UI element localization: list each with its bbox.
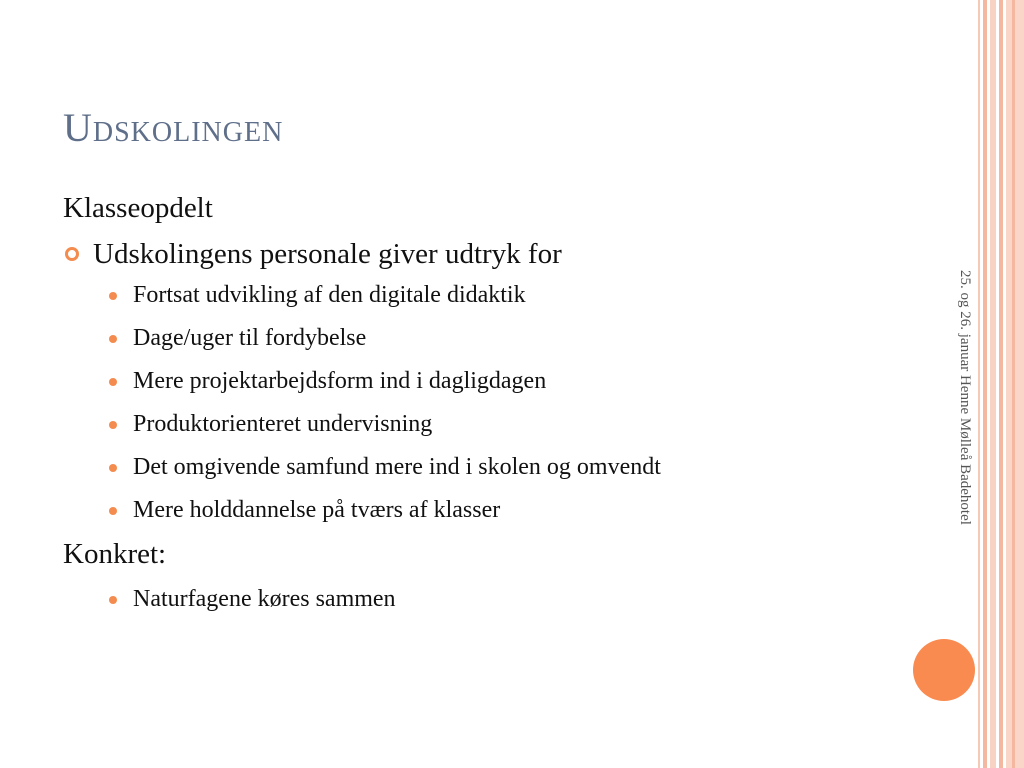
list-item-text: Det omgivende samfund mere ind i skolen og omvendt [133, 454, 661, 480]
decorative-stripe [999, 0, 1003, 768]
list-item-text: Mere projektarbejdsform ind i dagligdagen [133, 368, 547, 394]
bullet-dot-icon [109, 335, 117, 343]
bullet-personale [63, 236, 763, 272]
heading-klasseopdelt: Klasseopdelt [63, 192, 213, 224]
list-item-text: Naturfagene køres sammen [133, 586, 396, 612]
list-item-text: Produktorienteret undervisning [133, 411, 433, 437]
list-item [109, 582, 763, 617]
bullet-dot-icon [109, 421, 117, 429]
decorative-circle [913, 639, 975, 701]
list-item [109, 364, 763, 399]
decorative-stripe [1006, 0, 1024, 768]
slide-content [63, 190, 763, 625]
bullet-dot-icon [109, 378, 117, 386]
heading-konkret: Konkret: [63, 538, 167, 570]
bullet-dot-icon [109, 596, 117, 604]
list-item-text: Dage/uger til fordybelse [133, 325, 367, 351]
decorative-stripe [983, 0, 987, 768]
decorative-stripe [1012, 0, 1015, 768]
list-item [109, 493, 763, 528]
slide-title: Udskolingen [63, 105, 284, 150]
bullet-dot-icon [109, 292, 117, 300]
bullet-dot-icon [109, 464, 117, 472]
list-item [109, 278, 763, 313]
list-item [109, 321, 763, 356]
decorative-stripe [990, 0, 996, 768]
footer-date-location: 25. og 26. januar Henne Mølleå Badehotel [957, 270, 973, 525]
bullet-ring-icon [65, 247, 79, 261]
bullet-dot-icon [109, 507, 117, 515]
list-item-text: Mere holddannelse på tværs af klasser [133, 497, 501, 523]
list-item [109, 407, 763, 442]
list-item [109, 450, 763, 485]
list-item-text: Fortsat udvikling af den digitale didaktik [133, 282, 526, 308]
decorative-stripe [978, 0, 980, 768]
bullet-personale-text: Udskolingens personale giver udtryk for [93, 238, 562, 270]
